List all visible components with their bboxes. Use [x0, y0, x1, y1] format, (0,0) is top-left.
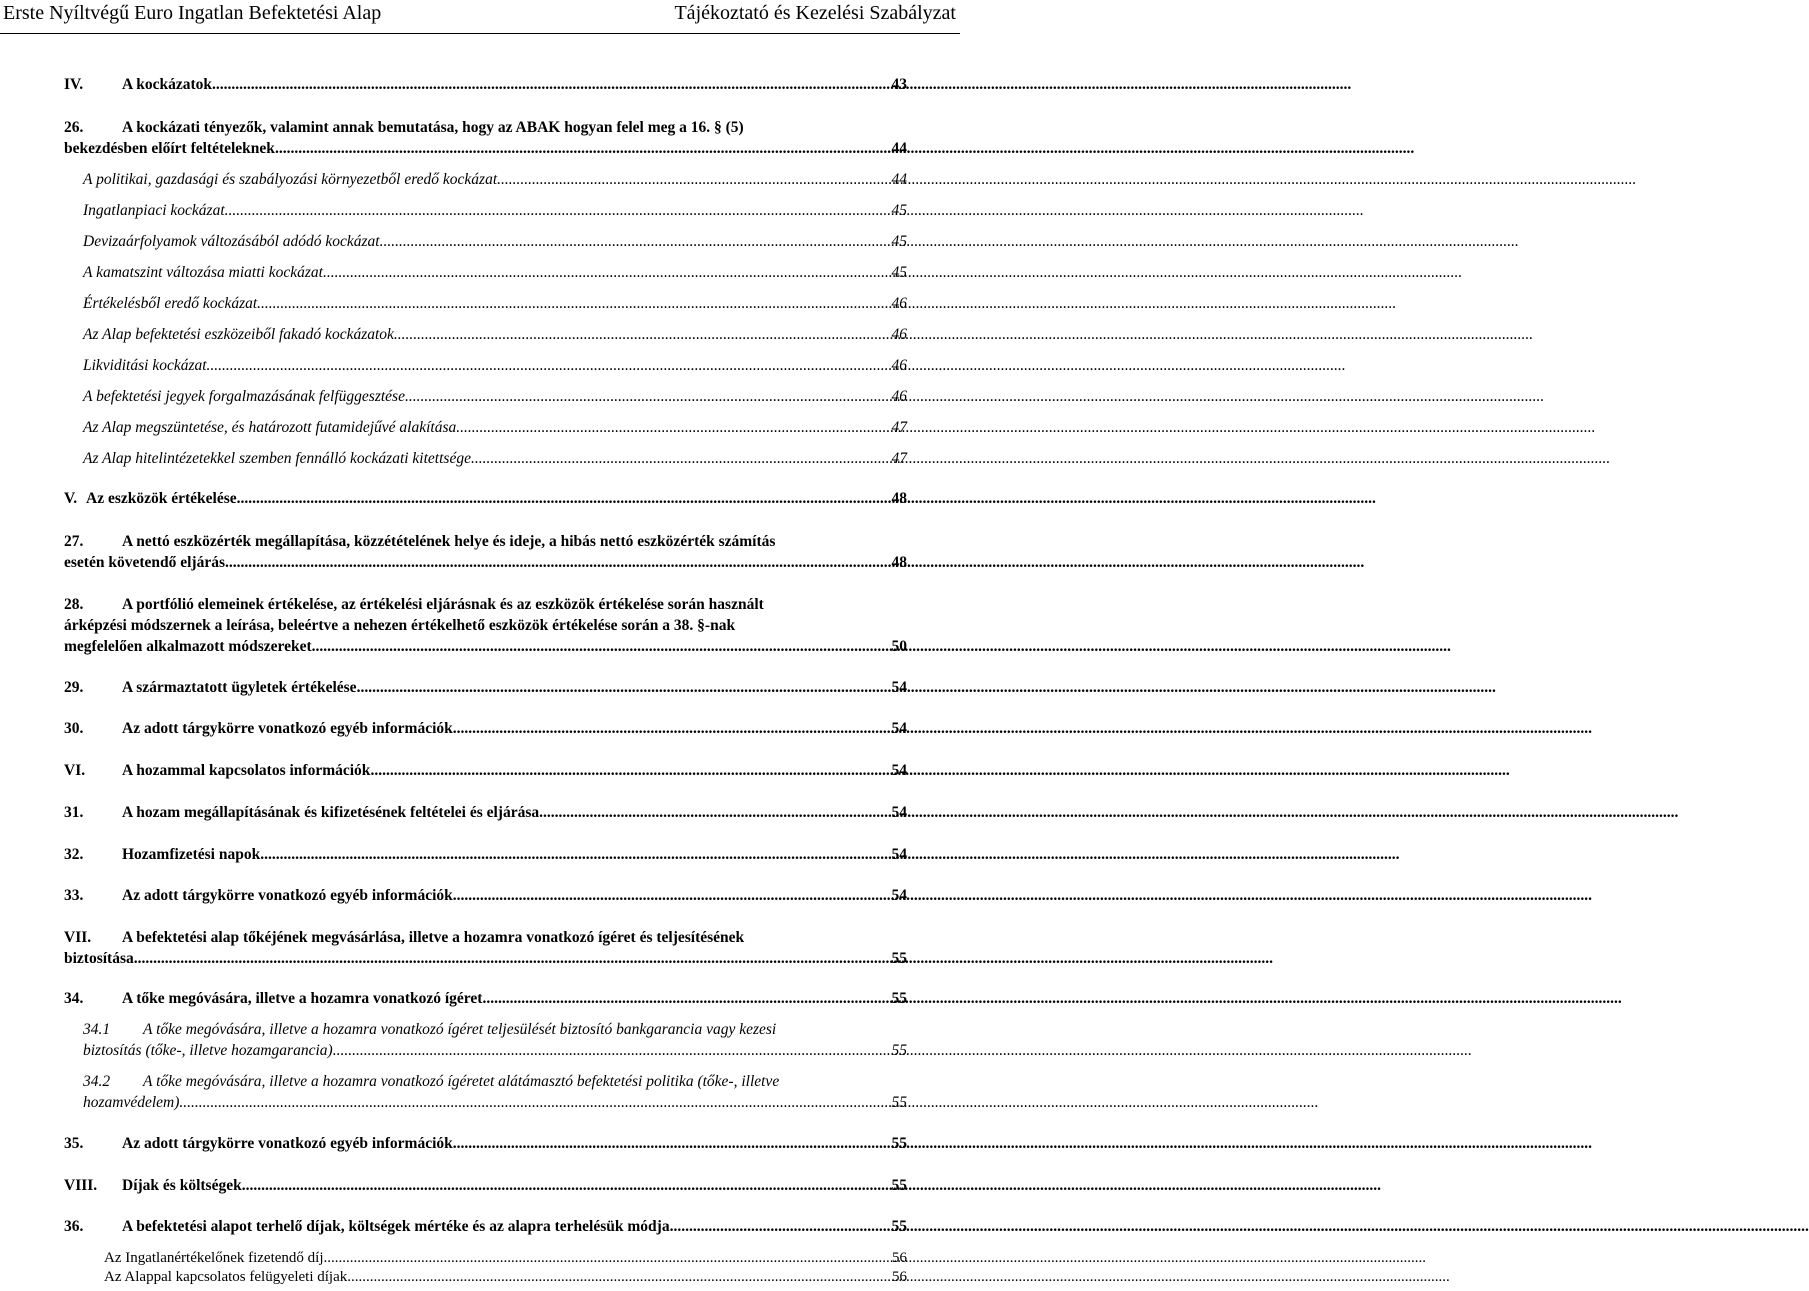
toc-leader	[260, 844, 890, 865]
toc-page-number: 55	[891, 1042, 907, 1059]
toc-text: A kockázatok	[122, 76, 212, 93]
toc-leader	[453, 718, 891, 739]
toc-number: 34.2	[83, 1073, 111, 1090]
toc-text: A hozam megállapításának és kifizetésének feltételei és eljárása	[122, 804, 540, 821]
toc-text: Az adott tárgykörre vonatkozó egyéb információk	[122, 720, 453, 737]
toc-leader	[225, 200, 891, 221]
toc-leader	[405, 386, 891, 407]
toc-number: 26.	[64, 119, 84, 136]
toc-text: Díjak és költségek	[122, 1177, 242, 1194]
toc-subentry[interactable]	[83, 293, 907, 314]
toc-leader	[179, 1092, 890, 1113]
toc-subentry[interactable]	[104, 1267, 907, 1287]
toc-entry-section-32[interactable]	[64, 844, 907, 865]
toc-page-number: 54	[891, 887, 907, 904]
toc-page-number: 48	[891, 490, 907, 507]
toc-page-number: 55	[891, 990, 907, 1007]
toc-leader	[357, 677, 891, 698]
toc-subentry[interactable]	[83, 448, 907, 469]
toc-number: 30.	[64, 720, 84, 737]
toc-page-number: 45	[891, 264, 907, 281]
toc-leader	[324, 1248, 892, 1268]
toc-leader	[207, 355, 891, 376]
toc-leader	[471, 448, 891, 469]
toc-entry-section-26[interactable]	[64, 117, 907, 159]
toc-leader	[497, 169, 890, 190]
toc-page-number: 46	[891, 357, 907, 374]
toc-page-number: 46	[891, 326, 907, 343]
toc-page-number: 47	[891, 419, 907, 436]
toc-page-number: 55	[891, 1135, 907, 1152]
toc-leader	[212, 74, 891, 95]
toc-text-line: A tőke megóvására, illetve a hozamra vonatkozó ígéret teljesülését biztosító bankgarancia vagy kezesi	[143, 1021, 777, 1038]
toc-number: 34.	[64, 990, 84, 1007]
toc-number: VII.	[64, 929, 92, 946]
toc-subentry[interactable]	[83, 324, 907, 345]
toc-entry-section-30[interactable]	[64, 718, 907, 739]
toc-text: Az Alappal kapcsolatos felügyeleti díjak	[104, 1269, 348, 1285]
toc-text: A befektetési alapot terhelő díjak, költségek mértéke és az alapra terhelésük módja	[122, 1218, 670, 1235]
toc-text: Az eszközök értékelése	[86, 490, 237, 507]
toc-leader	[670, 1216, 891, 1237]
toc-page-number: 54	[891, 679, 907, 696]
toc-text: Az Alap befektetési eszközeiből fakadó kockázatok	[83, 326, 394, 343]
toc-entry-section-29[interactable]	[64, 677, 907, 698]
toc-text: hozamvédelem)	[83, 1094, 180, 1111]
toc-text: Értékelésből eredő kockázat	[83, 295, 258, 312]
toc-page-number: 55	[891, 1094, 907, 1111]
toc-page-number: 54	[891, 762, 907, 779]
document-title: Tájékoztató és Kezelési Szabályzat	[674, 2, 956, 24]
toc-page-number: 54	[891, 720, 907, 737]
toc-leader	[453, 885, 891, 906]
toc-text-line: A befektetési alap tőkéjének megvásárlása, illetve a hozamra vonatkozó ígéret és teljesítésének	[122, 929, 745, 946]
toc-leader	[275, 138, 891, 159]
toc-number: V.	[64, 490, 78, 507]
toc-text: Ingatlanpiaci kockázat	[83, 202, 225, 219]
toc-text: Az adott tárgykörre vonatkozó egyéb információk	[122, 1135, 453, 1152]
toc-leader	[394, 324, 891, 345]
toc-page-number: 55	[891, 1177, 907, 1194]
toc-page-number: 44	[891, 171, 907, 188]
toc-leader	[237, 488, 891, 509]
toc-entry-section-27[interactable]	[64, 531, 907, 573]
toc-number: 29.	[64, 679, 84, 696]
toc-leader	[225, 552, 891, 573]
toc-text: bekezdésben előírt feltételeknek	[64, 140, 275, 157]
toc-text-line: A kockázati tényezők, valamint annak bemutatása, hogy az ABAK hogyan felel meg a 16. § (5)	[122, 119, 744, 136]
toc-page-number: 45	[891, 233, 907, 250]
toc-text: A befektetési jegyek forgalmazásának felfüggesztése	[83, 388, 405, 405]
toc-number: 27.	[64, 533, 84, 550]
toc-leader	[380, 231, 891, 252]
toc-entry-section-31[interactable]	[64, 802, 907, 823]
toc-page-number: 50	[891, 638, 907, 655]
toc-text: A kamatszint változása miatti kockázat	[83, 264, 323, 281]
toc-number: VI.	[64, 762, 86, 779]
toc-text: biztosítása	[64, 950, 134, 967]
toc-text: esetén követendő eljárás	[64, 554, 225, 571]
toc-leader	[312, 636, 891, 657]
toc-entry-subsection-34-1[interactable]	[83, 1019, 907, 1061]
toc-number: 33.	[64, 887, 84, 904]
toc-page-number: 54	[891, 846, 907, 863]
toc-entry-section-34[interactable]	[64, 988, 907, 1009]
toc-subentry[interactable]	[83, 417, 907, 438]
toc-text: A származtatott ügyletek értékelése	[122, 679, 357, 696]
toc-number: 28.	[64, 596, 84, 613]
toc-subentry[interactable]	[83, 231, 907, 252]
fund-title: Erste Nyíltvégű Euro Ingatlan Befektetési Alap	[3, 2, 382, 24]
toc-text-line: A tőke megóvására, illetve a hozamra vonatkozó ígéretet alátámasztó befektetési politika (tőke-, illetve	[143, 1073, 780, 1090]
toc-leader	[347, 1267, 891, 1287]
toc-text: A tőke megóvására, illetve a hozamra vonatkozó ígéret	[122, 990, 483, 1007]
toc-leader	[482, 988, 890, 1009]
toc-leader	[323, 262, 891, 283]
toc-leader	[134, 948, 891, 969]
toc-text: biztosítás (tőke-, illetve hozamgarancia)	[83, 1042, 333, 1059]
toc-entry-section-28[interactable]	[64, 594, 907, 657]
toc-number: IV.	[64, 76, 84, 93]
toc-page-number: 55	[891, 950, 907, 967]
toc-entry-chapter-iv[interactable]	[64, 74, 907, 95]
toc-page-number: 56	[892, 1250, 907, 1266]
toc-number: 34.1	[83, 1021, 111, 1038]
toc-leader	[456, 417, 890, 438]
toc-leader	[242, 1175, 891, 1196]
toc-text: A politikai, gazdasági és szabályozási környezetből eredő kockázat	[83, 171, 498, 188]
toc-number: 32.	[64, 846, 84, 863]
toc-page-number: 45	[891, 202, 907, 219]
toc-number: 35.	[64, 1135, 84, 1152]
toc-entry-chapter-vi[interactable]	[64, 760, 907, 781]
header-divider	[0, 33, 960, 34]
toc-page-number: 54	[891, 804, 907, 821]
toc-text: Az Ingatlanértékelőnek fizetendő díj	[104, 1250, 324, 1266]
toc-leader	[539, 802, 890, 823]
toc-text: megfelelően alkalmazott módszereket	[64, 638, 312, 655]
toc-entry-chapter-v[interactable]	[64, 488, 907, 509]
toc-leader	[453, 1133, 891, 1154]
toc-subentry[interactable]	[83, 200, 907, 221]
toc-text: Az Alap megszüntetése, és határozott futamidejűvé alakítása	[83, 419, 457, 436]
toc-number: VIII.	[64, 1177, 98, 1194]
page-header	[0, 0, 960, 36]
toc-leader	[370, 760, 890, 781]
toc-entry-section-36[interactable]	[64, 1216, 907, 1237]
toc-leader	[257, 293, 890, 314]
toc-entry-section-33[interactable]	[64, 885, 907, 906]
toc-page-number: 44	[891, 140, 907, 157]
toc-text: A hozammal kapcsolatos információk	[122, 762, 371, 779]
toc-subentry[interactable]	[83, 169, 907, 190]
toc-page-number: 55	[891, 1218, 907, 1235]
toc-number: 31.	[64, 804, 84, 821]
toc-page-number: 56	[892, 1269, 907, 1285]
toc-number: 36.	[64, 1218, 84, 1235]
toc-subentry[interactable]	[104, 1248, 907, 1268]
toc-page-number: 43	[891, 76, 907, 93]
toc-entry-chapter-vii[interactable]	[64, 927, 907, 969]
toc-text-line: A nettó eszközérték megállapítása, közzétételének helye és ideje, a hibás nettó eszközérték számítás	[122, 533, 776, 550]
toc-entry-section-35[interactable]	[64, 1133, 907, 1154]
toc-text-line: A portfólió elemeinek értékelése, az értékelési eljárásnak és az eszközök értékelése során használt	[122, 596, 764, 613]
toc-text-line: árképzési módszernek a leírása, beleértve a nehezen értékelhető eszközök értékelése során a 38. §-nak	[64, 617, 736, 634]
toc-page-number: 48	[891, 554, 907, 571]
toc-text: Az Alap hitelintézetekkel szemben fennálló kockázati kitettsége	[83, 450, 471, 467]
toc-subentry[interactable]	[83, 262, 907, 283]
toc-text: Devizaárfolyamok változásából adódó kockázat	[83, 233, 380, 250]
toc-entry-subsection-34-2[interactable]	[83, 1071, 907, 1113]
toc-text: Hozamfizetési napok	[122, 846, 261, 863]
toc-subentry[interactable]	[83, 355, 907, 376]
toc-page-number: 47	[891, 450, 907, 467]
toc-leader	[333, 1040, 891, 1061]
toc-entry-chapter-viii[interactable]	[64, 1175, 907, 1196]
toc-page-number: 46	[891, 295, 907, 312]
toc-text: Az adott tárgykörre vonatkozó egyéb információk	[122, 887, 453, 904]
toc-subentry[interactable]	[83, 386, 907, 407]
toc-text: Likviditási kockázat	[83, 357, 207, 374]
toc-page-number: 46	[891, 388, 907, 405]
